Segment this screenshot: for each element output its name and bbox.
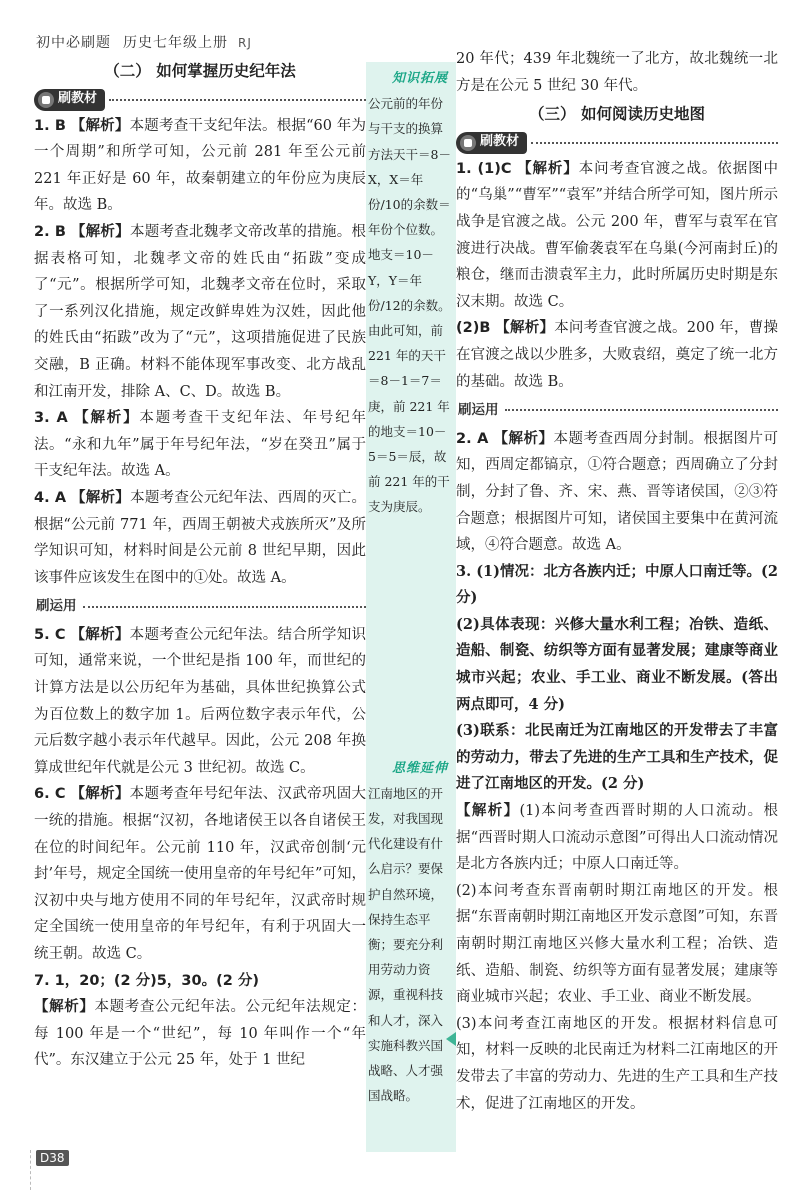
answer-3-part2: (2)具体表现：兴修大量水利工程；冶铁、造纸、造船、制瓷、纺织等方面有显著发展；建康等商业城市兴起；农业、手工业、商业不断发展。(答出两点即可，4 分) xyxy=(456,615,778,713)
answer-item: (2)B 【解析】本问考查官渡之战。200 年，曹操在官渡之战以少胜多，大败袁绍，奠定了统一北方的基础。故选 B。 xyxy=(456,319,778,390)
answer-item: 1. B 【解析】本题考查干支纪年法。根据“60 年为一个周期”和所学可知，公元前 281 年至公元前 221 年正好是 60 年，故秦朝建立的年份应为庚辰年。故选 B。 xyxy=(34,116,367,214)
book-title: 初中必刷题 xyxy=(36,35,111,51)
book-edition: RJ xyxy=(238,36,252,50)
page-margin-line xyxy=(30,1150,32,1190)
answer-item: 1. (1)C 【解析】本问考查官渡之战。依据图中的“乌巢”“曹军”“袁军”并结合所学可知，图片所示战争是官渡之战。公元 200 年，曹军与袁军在官渡进行决战。曹军偷袭袁军在乌巢(今河南封丘)的粮仓，继而击溃袁军主力，此时所属历史时期是东汉末期。故选 C。 xyxy=(456,159,779,310)
tag-label: 刷教材 xyxy=(58,91,98,107)
dotted-divider xyxy=(505,409,779,411)
right-column xyxy=(456,46,778,1117)
tag-icon xyxy=(460,135,476,151)
dotted-divider xyxy=(109,99,366,101)
tag-practice xyxy=(34,593,366,620)
answer-item: 6. C 【解析】本题考查年号纪年法、汉武帝巩固大一统的措施。根据“汉初，各地诸侯王以各自诸侯王在位的时间纪年。公元前 110 年，汉武帝创制‘元封’年号，规定全国统一使用皇帝的年号纪年”可知，汉初中央与地方使用不同的年号纪年，汉武帝时规定全国统一使用皇帝的年号纪年，有利于巩固大一统王朝。故选 C。 xyxy=(34,785,367,962)
knowledge-extension-title: 知识拓展 xyxy=(391,71,448,86)
answer-item: 2. A 【解析】本题考查西周分封制。根据图片可知，西周定都镐京，①符合题意；西周确立了分封制，分封了鲁、齐、宋、燕、晋等诸侯国，②③符合题意；根据图片可知，诸侯国主要集中在黄河流域，④符合题意。故选 A。 xyxy=(456,429,779,554)
answer-item: 3. A 【解析】本题考查干支纪年法、年号纪年法。“永和九年”属于年号纪年法，“岁在癸丑”属于干支纪年法。故选 A。 xyxy=(34,409,367,480)
knowledge-extension-text: 公元前的年份与干支的换算方法天干＝8－X，X＝年份/10的余数＝年份个位数。地支＝10－Y，Y＝年份/12的余数。由此可知，前 221 年的天干＝8－1＝7＝庚，前 221 年的地支＝10－5＝5＝辰，故前 221 年的干支为庚辰。 xyxy=(368,96,451,515)
answer-item: 4. A 【解析】本题考查公元纪年法、西周的灭亡。根据“公元前 771 年，西周王朝被犬戎族所灭”及所学知识可知，材料时间是公元前 8 世纪早期，因此该事件应该发生在图中的①处。故选 A。 xyxy=(34,488,367,586)
continued-text: 20 年代；439 年北魏统一了北方，故北魏统一北方是在公元 5 世纪 30 年代。 xyxy=(456,51,778,94)
answer-3-part1: 3. (1)情况：北方各族内迁；中原人口南迁等。(2 分) xyxy=(456,562,778,607)
analysis-3-part2: (2)本问考查东晋南朝时期江南地区的开发。根据“东晋南朝时期江南地区开发示意图”可知，东晋南朝时期江南地区兴修大量水利工程；冶铁、造纸、造船、制瓷、纺织等方面有显著发展；建康等商业城市兴起；农业、手工业、商业不断发展。 xyxy=(456,882,778,1006)
page-header xyxy=(36,32,252,52)
left-column xyxy=(34,56,366,1074)
answer-item-7: 7. 1，20；(2 分)5，30。(2 分) 【解析】本题考查公元纪年法。公元纪年法规定：每 100 年是一个“世纪”，每 10 年叫作一个“年代”。东汉建立于公元 25 年，处于 1 世纪 xyxy=(34,972,367,1069)
thinking-extension-text: 江南地区的开发，对我国现代化建设有什么启示？要保护自然环境，保持生态平衡；要充分利用劳动力资源，重视科技和人才，深入实施科教兴国战略、人才强国战略。 xyxy=(368,785,444,1104)
thinking-extension-title: 思维延伸 xyxy=(391,760,448,776)
dotted-divider xyxy=(83,606,367,608)
tag-textbook xyxy=(34,89,366,111)
answer-3-part3: (3)联系：北民南迁为江南地区的开发带去了丰富的劳动力，带去了先进的生产工具和生产技术，促进了江南地区的开发。(2 分) xyxy=(456,722,778,793)
tag-practice-label: 刷运用 xyxy=(458,402,499,419)
tag-practice xyxy=(456,397,778,424)
tag-label: 刷教材 xyxy=(480,134,520,150)
answer-item: 5. C 【解析】本题考查公元纪年法。结合所学知识可知，通常来说，一个世纪是指 100 年，而世纪的计算方法是以公历纪年为基础，具体世纪换算公式为百位数上的数字加 1。后两位数字表示年代，公元后数字越小表示年代越早。因此，公元 208 年换算成世纪年代就是公元 3 世纪初。故选 C。 xyxy=(34,625,367,776)
tag-icon xyxy=(38,92,54,108)
answer-item: 2. B 【解析】本题考查北魏孝文帝改革的措施。根据表格可知，北魏孝文帝的姓氏由“拓跋”变成了“元”。根据所学可知，北魏孝文帝在位时，采取了一系列汉化措施，规定改鲜卑姓为汉姓，因此他的姓氏由“拓跋”改为了“元”，这项措施促进了民族交融，B 正确。材料不能体现军事改变、北方战乱和江南开发，排除 A、C、D。故选 B。 xyxy=(34,222,367,400)
pointer-arrow-icon xyxy=(446,1032,456,1046)
analysis-3: 【解析】(1)本问考查西晋时期的人口流动。根据“西晋时期人口流动示意图”可得出人口流动情况是北方各族内迁；中原人口南迁等。 xyxy=(456,802,778,873)
page-number: D38 xyxy=(36,1150,69,1166)
side-notes xyxy=(366,62,456,1152)
dotted-divider xyxy=(531,142,778,144)
tag-textbook xyxy=(456,132,778,154)
book-subject: 历史七年级上册 xyxy=(123,35,228,51)
analysis-3-part3: (3)本问考查江南地区的开发。根据材料信息可知，材料一反映的北民南迁为材料二江南地区的开发带去了丰富的劳动力、先进的生产工具和生产技术，促进了江南地区的开发。 xyxy=(456,1015,778,1112)
section-title-3: （三） 如何阅读历史地图 xyxy=(529,105,705,124)
tag-practice-label: 刷运用 xyxy=(36,598,77,615)
section-title-2: （二） 如何掌握历史纪年法 xyxy=(104,62,296,80)
